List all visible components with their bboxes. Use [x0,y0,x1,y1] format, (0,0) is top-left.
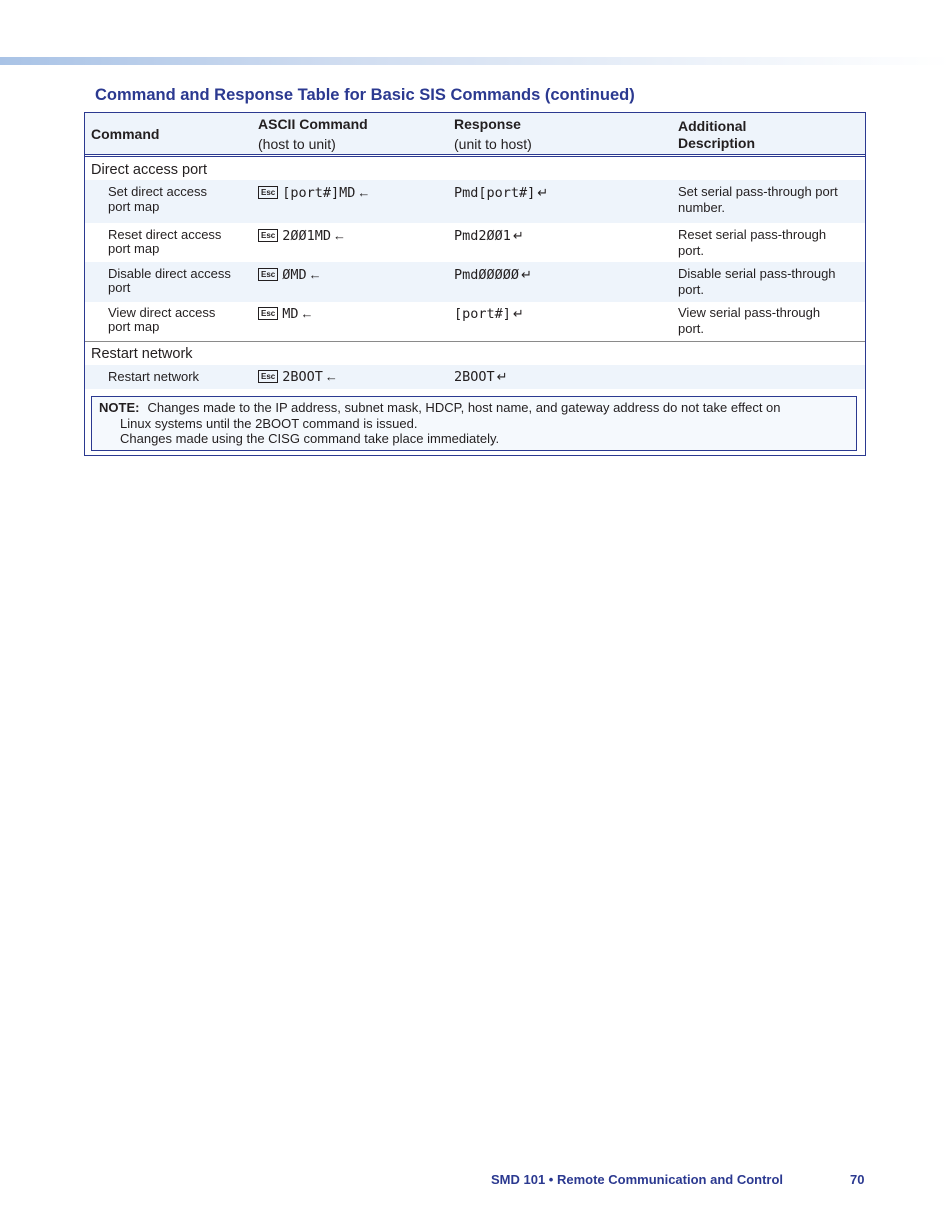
ascii-code: 2ØØ1MD [282,228,332,244]
row-ascii-command [258,306,314,322]
response-code: Pmd2ØØ1 [454,228,511,244]
row-command-line2: port map [108,199,160,214]
response-code: [port#] [454,306,511,322]
header-ascii: ASCII Command [258,116,368,132]
return-arrow-icon: ↵ [512,228,524,243]
ascii-code: ØMD [282,267,307,283]
row-ascii-command [258,228,346,244]
row-ascii-command [258,267,322,283]
note-label: NOTE: [99,400,140,415]
return-arrow-icon: ↵ [537,185,549,200]
return-arrow-icon: ↵ [512,306,524,321]
row-description-line1: Set serial pass-through port [678,184,838,199]
arrow-left-icon: ← [333,228,347,243]
row-description-line2: port. [678,282,705,297]
row-command-line2: port map [108,319,160,334]
esc-key-icon: Esc [258,268,278,281]
row-command-line1: Set direct access [108,184,207,199]
row-response [454,369,508,385]
esc-key-icon: Esc [258,229,278,242]
note-line-3: Changes made using the CISG command take place immediately. [120,431,500,446]
header-divider [85,156,865,157]
arrow-left-icon: ← [357,185,371,200]
header-ascii-sub: (host to unit) [258,136,336,152]
row-description-line2: port. [678,321,705,336]
row-response [454,185,548,201]
note-box [91,396,857,451]
response-code: Pmd[port#] [454,185,536,201]
command-table [84,112,866,456]
ascii-code: 2BOOT [282,369,323,385]
esc-key-icon: Esc [258,186,278,199]
header-gradient-band [0,57,950,65]
header-description-2: Description [678,135,756,151]
header-command: Command [91,126,160,142]
header-response-sub: (unit to host) [454,136,532,152]
row-ascii-command [258,185,370,201]
section-restart-network: Restart network [91,346,193,362]
ascii-code: [port#]MD [282,185,356,201]
header-description-1: Additional [678,118,747,134]
row-command-line1: Disable direct access [108,266,231,281]
row-command-line1: Restart network [108,369,200,384]
page-footer: SMD 101 • Remote Communication and Control [491,1172,784,1187]
return-arrow-icon: ↵ [521,267,532,282]
row-response [454,228,524,244]
page-number: 70 [850,1172,865,1187]
arrow-left-icon: ← [324,369,338,384]
row-description-line1: View serial pass-through [678,305,821,320]
note-text-1: Changes made to the IP address, subnet mask, HDCP, host name, and gateway address do not take effect on [147,400,781,415]
return-arrow-icon: ↵ [496,369,508,384]
ascii-code: MD [282,306,299,322]
row-response [454,306,524,322]
note-line-2: Linux systems until the 2BOOT command is issued. [120,415,418,431]
esc-key-icon: Esc [258,307,278,320]
row-description-line1: Reset serial pass-through [678,227,827,242]
row-command-line1: Reset direct access [108,227,222,242]
section-divider [85,341,865,342]
table-title: Command and Response Table for Basic SIS Commands (continued) [95,86,635,104]
row-ascii-command [258,369,338,385]
row-description-line2: port. [678,243,705,258]
row-command-line1: View direct access [108,305,216,320]
row-description-line1: Disable serial pass-through [678,266,836,281]
response-code: PmdØØØØØ [454,267,520,283]
row-response [454,267,532,283]
section-direct-access-port: Direct access port [91,162,208,178]
note-line-1 [99,400,856,416]
row-command-line2: port [108,280,131,295]
row-command-line2: port map [108,241,160,256]
esc-key-icon: Esc [258,370,278,383]
arrow-left-icon: ← [300,306,314,321]
header-response: Response [454,116,521,132]
row-description-line2: number. [678,200,725,215]
response-code: 2BOOT [454,369,495,385]
arrow-left-icon: ← [308,267,322,282]
